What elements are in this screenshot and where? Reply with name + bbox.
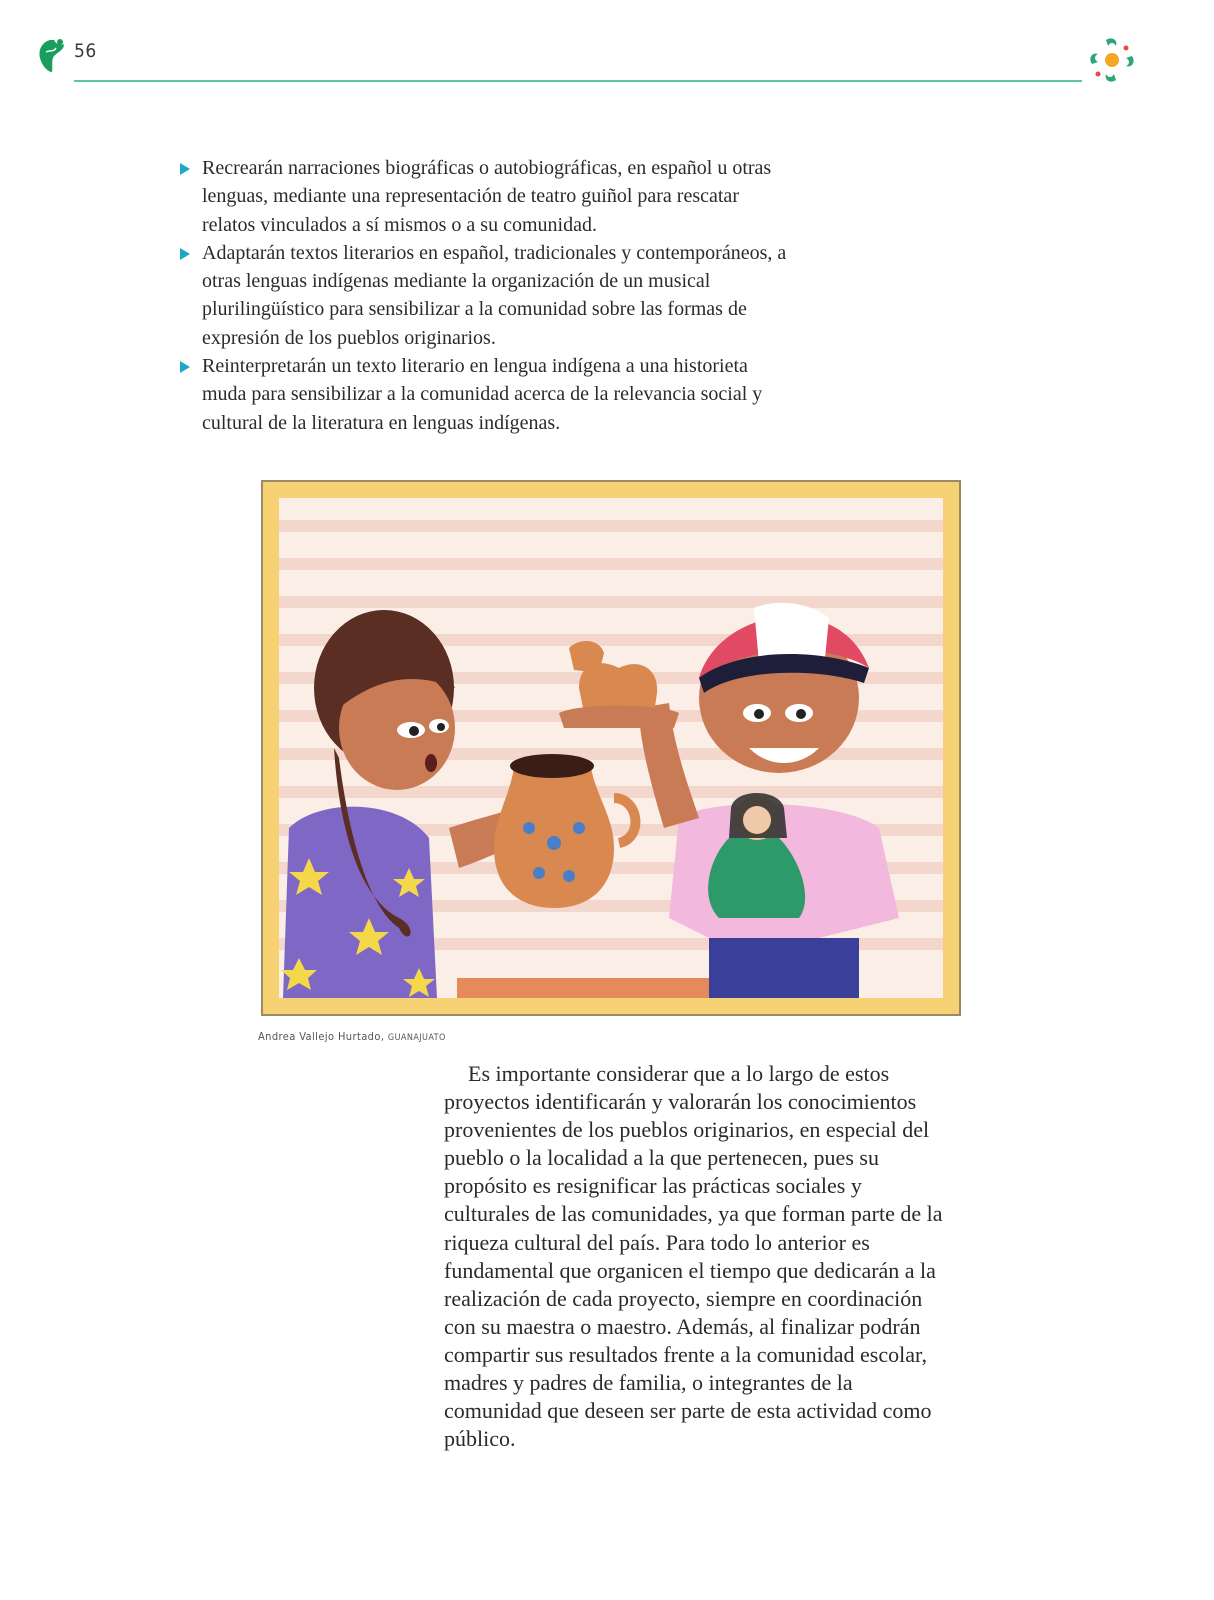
list-item: [180, 352, 790, 437]
green-leaf-logo-icon: [36, 38, 66, 74]
page-number: 56: [74, 40, 97, 62]
bullet-text: Reinterpretarán un texto literario en lengua indígena a una historieta muda para sensibilizar a la comunidad acerca de la relevancia social y cultural de la literatura en lenguas indígenas.: [202, 355, 763, 434]
illustration-children-with-crafts: [279, 498, 943, 998]
bullet-text: Adaptarán textos literarios en español, tradicionales y contemporáneos, a otras lenguas indígenas mediante la organización de un musical plurilingüístico para sensibilizar a la comunidad sobre las formas de expresión de los pueblos originarios.: [202, 241, 787, 349]
bullet-list: [180, 154, 790, 437]
header-rule: [74, 80, 1082, 82]
illustration-frame: [261, 480, 961, 1016]
colorful-flower-logo-icon: [1086, 34, 1138, 86]
credit-place: GUANAJUATO: [387, 1033, 446, 1043]
triangle-bullet-icon: [180, 163, 190, 175]
illustration-credit: [258, 1030, 446, 1043]
list-item: [180, 154, 790, 239]
list-item: [180, 239, 790, 352]
body-paragraph: Es importante considerar que a lo largo de estos proyectos identificarán y valorarán los conocimientos provenientes de los pueblos originarios, en especial del pueblo o la localidad a la que pertenecen, pues su propósito es resignificar las prácticas sociales y culturales de las comunidades, ya que forman parte de la riqueza cultural del país. Para todo lo anterior es fundamental que organicen el tiempo que dedicarán a la realización de cada proyecto, siempre en coordinación con su maestra o maestro. Además, al finalizar podrán compartir sus resultados frente a la comunidad escolar, madres y padres de familia, o integrantes de la comunidad que deseen ser parte de esta actividad como público.: [444, 1061, 943, 1452]
triangle-bullet-icon: [180, 248, 190, 260]
credit-name: Andrea Vallejo Hurtado,: [258, 1030, 385, 1043]
bullet-text: Recrearán narraciones biográficas o autobiográficas, en español u otras lenguas, mediante una representación de teatro guiñol para rescatar relatos vinculados a sí mismos o a su comunidad.: [202, 157, 772, 236]
triangle-bullet-icon: [180, 361, 190, 373]
